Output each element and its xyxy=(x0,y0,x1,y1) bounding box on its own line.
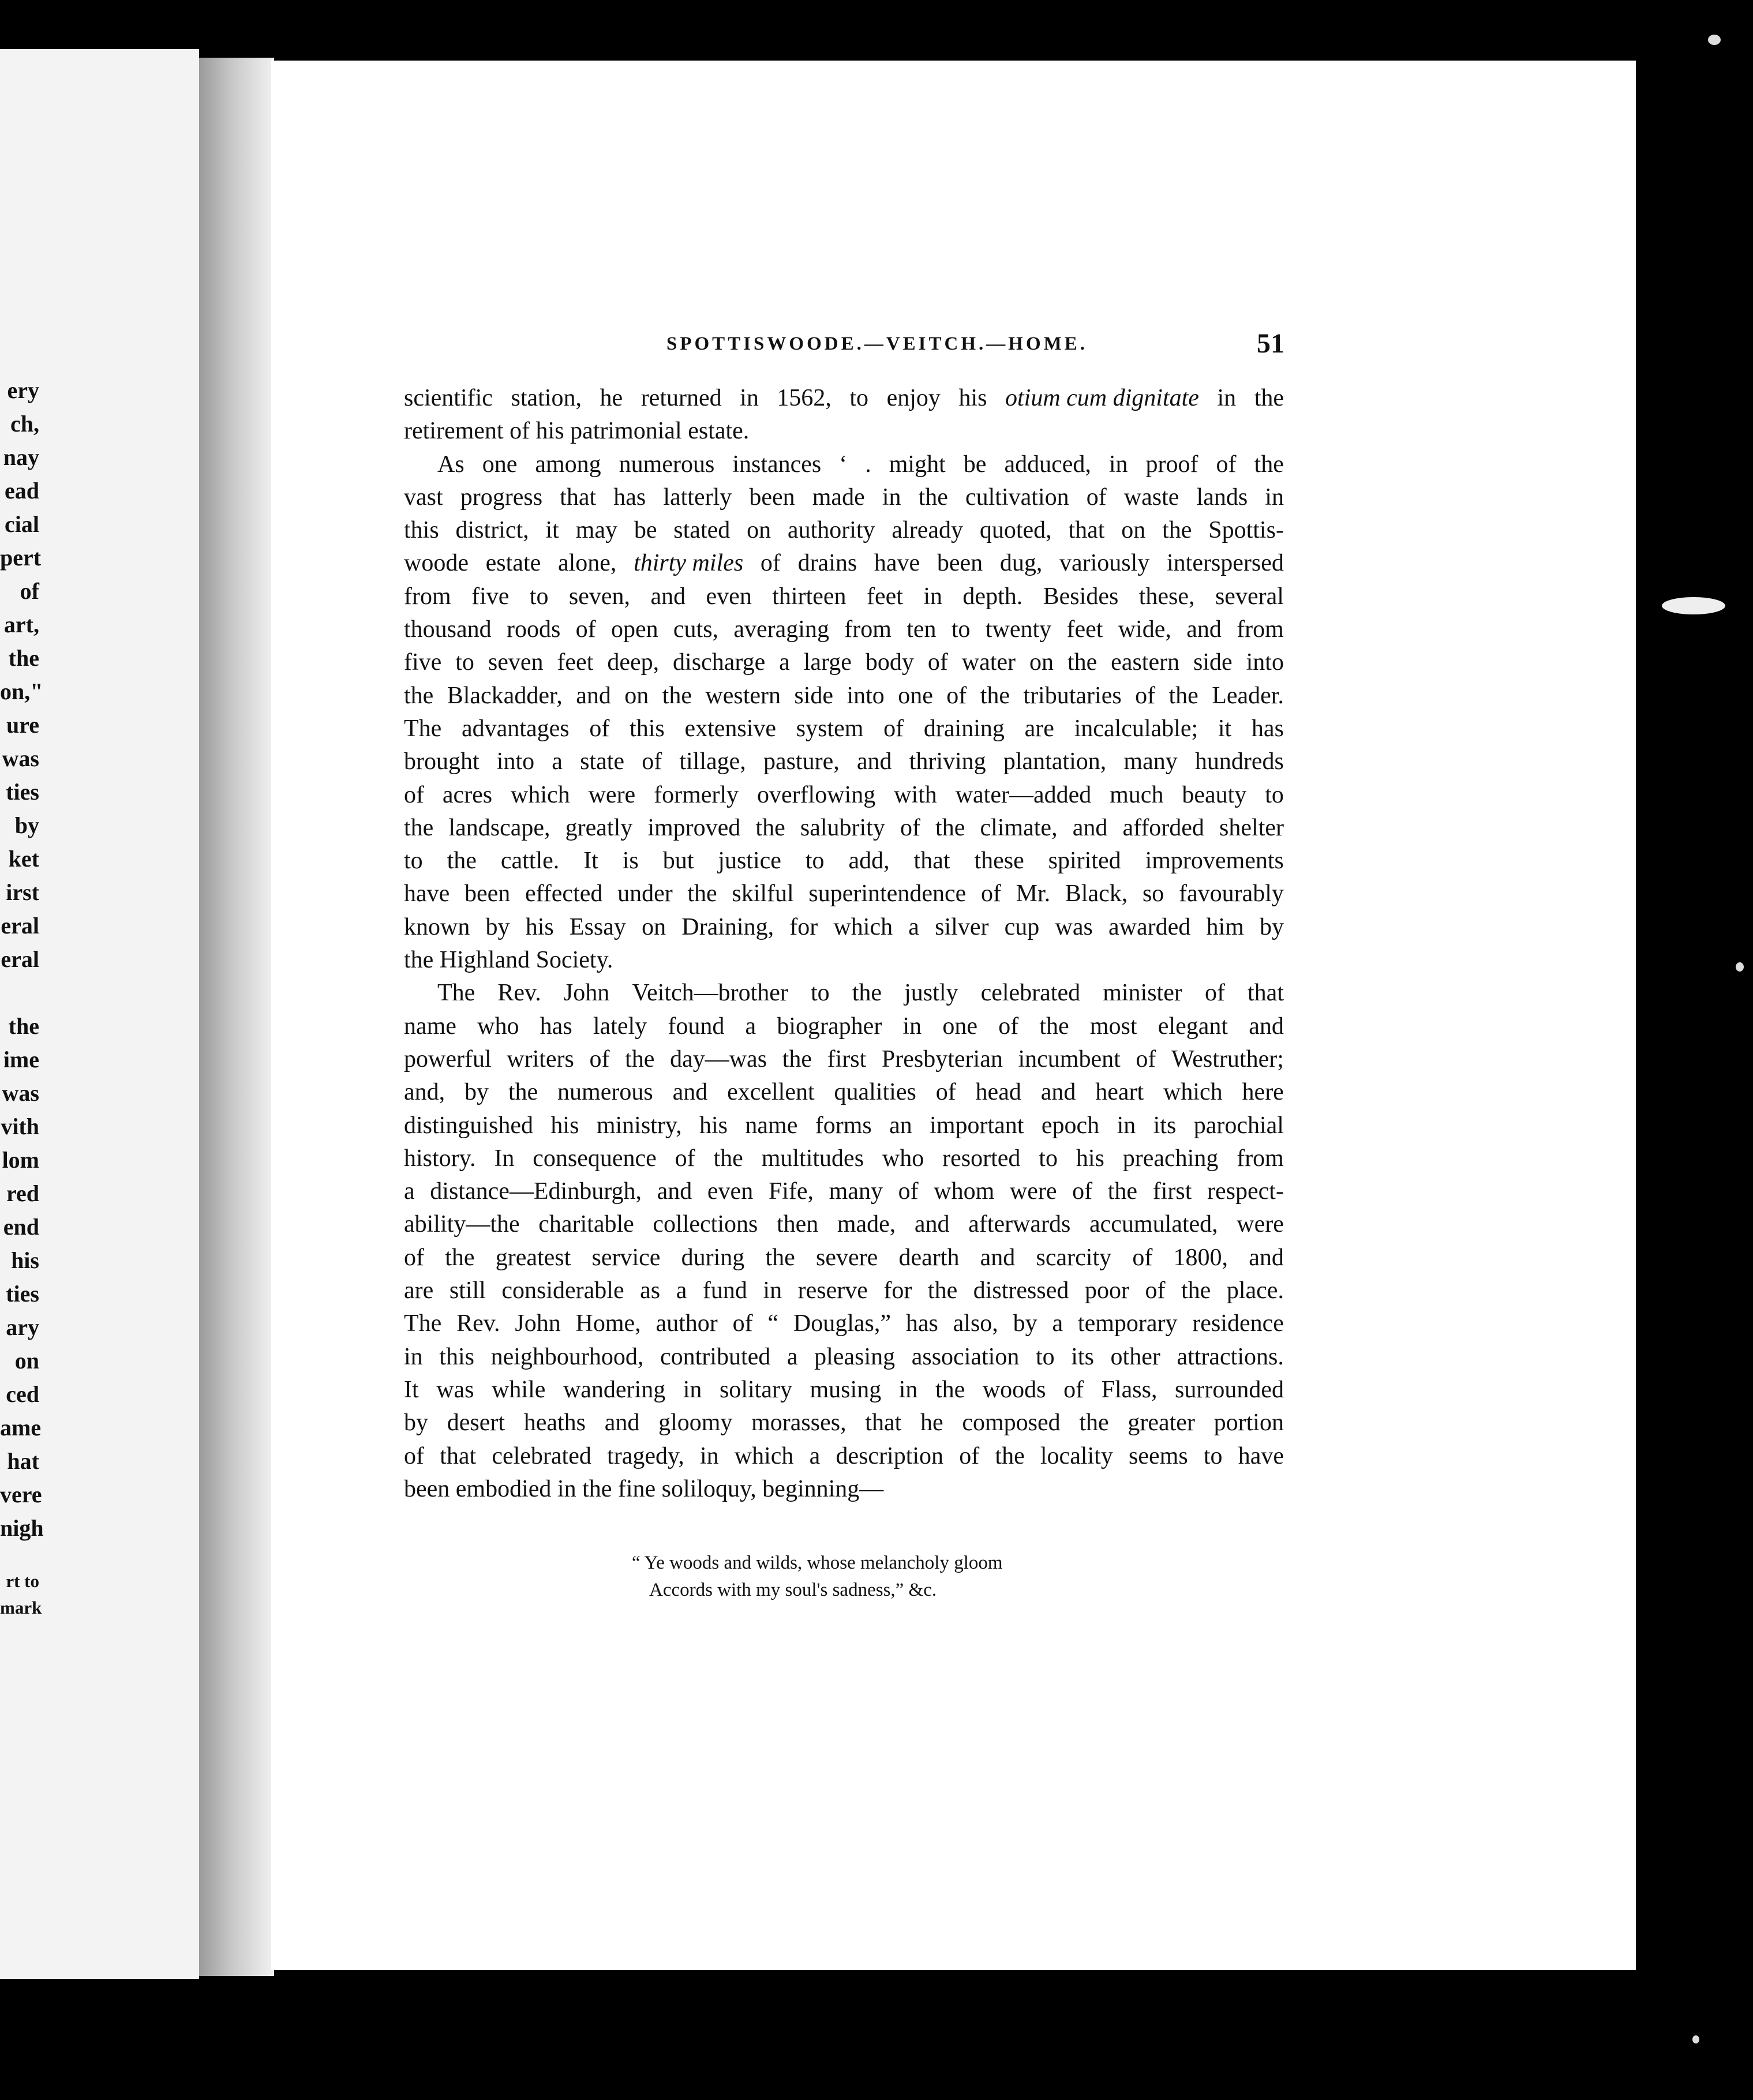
text-line: name who has lately found a biographer in one of the most elegant and xyxy=(404,1012,1284,1040)
text-line: The Rev. John Home, author of “ Douglas,” has also, by a temporary residence xyxy=(404,1310,1284,1337)
verse-line-1: “ Ye woods and wilds, whose melancholy gloom xyxy=(632,1552,1003,1573)
text-line: from five to seven, and even thirteen feet in depth. Besides these, several xyxy=(404,583,1284,610)
left-line-ending: ame xyxy=(0,1415,42,1441)
text-line: of the greatest service during the severe dearth and scarcity of 1800, and xyxy=(404,1244,1284,1271)
left-line-ending: cial xyxy=(5,511,39,537)
left-line-ending: nay xyxy=(3,444,39,470)
text-line: brought into a state of tillage, pasture, and thriving plantation, many hundreds xyxy=(404,748,1284,775)
text-line: the Highland Society. xyxy=(404,947,613,974)
left-line-ending: ead xyxy=(5,478,39,504)
text-line: thousand roods of open cuts, averaging from ten to twenty feet wide, and from xyxy=(404,616,1284,643)
text-line: the Blackadder, and on the western side into one of the tributaries of the Leader. xyxy=(404,682,1284,709)
left-line-ending: ch, xyxy=(10,411,39,437)
scan-speck xyxy=(1708,35,1721,45)
text-line: by desert heaths and gloomy morasses, that he composed the greater portion xyxy=(404,1409,1284,1437)
left-line-ending: lom xyxy=(2,1147,39,1173)
text-line: vast progress that has latterly been made in the cultivation of waste lands in xyxy=(404,483,1284,511)
text-line: As one among numerous instances ‘ . might be adduced, in proof of the xyxy=(437,451,1284,478)
text-line: this district, it may be stated on authority already quoted, that on the Spottis- xyxy=(404,517,1284,544)
left-line-ending: eral xyxy=(1,913,39,939)
text-line: been embodied in the fine soliloquy, beginning— xyxy=(404,1475,884,1502)
left-line-ending: the xyxy=(8,645,39,671)
text-line: powerful writers of the day—was the first Presbyterian incumbent of Westruther; xyxy=(404,1045,1284,1072)
left-line-ending: ties xyxy=(6,1281,39,1307)
text-line: are still considerable as a fund in reserve for the distressed poor of the place. xyxy=(404,1277,1284,1304)
verse-line-2: Accords with my soul's sadness,” &c. xyxy=(649,1580,937,1600)
left-line-ending: vith xyxy=(1,1113,39,1139)
left-line-ending: ery xyxy=(7,377,39,403)
left-line-ending: nigh xyxy=(0,1515,44,1541)
left-page-footnote-endings xyxy=(0,1568,42,1621)
text-line: have been effected under the skilful superintendence of Mr. Black, so favourably xyxy=(404,880,1284,907)
left-line-ending: the xyxy=(8,1013,39,1039)
text-line: ability—the charitable collections then made, and afterwards accumulated, were xyxy=(404,1211,1284,1238)
page-gutter-shadow xyxy=(199,58,274,1976)
text-line: a distance—Edinburgh, and even Fife, many of whom were of the first respect- xyxy=(404,1178,1284,1205)
text-line: distinguished his ministry, his name forms an important epoch in its parochial xyxy=(404,1112,1284,1139)
left-line-ending: of xyxy=(20,578,39,604)
text-line: five to seven feet deep, discharge a large body of water on the eastern side into xyxy=(404,649,1284,676)
left-line-ending: on xyxy=(14,1348,39,1374)
text-line: The advantages of this extensive system of draining are incalculable; it has xyxy=(404,715,1284,742)
left-line-ending: red xyxy=(6,1180,39,1206)
body-text xyxy=(404,382,1284,1506)
left-line-ending: his xyxy=(11,1247,39,1273)
left-line-ending: ties xyxy=(6,779,39,805)
text-line: to the cattle. It is but justice to add, that these spirited improvements xyxy=(404,847,1284,875)
left-line-ending: by xyxy=(14,812,39,838)
text-line: in this neighbourhood, contributed a pleasing association to its other attractions. xyxy=(404,1343,1284,1370)
left-line-ending: ure xyxy=(6,712,39,738)
left-line-ending: on," xyxy=(0,678,43,704)
running-head: SPOTTISWOODE.—VEITCH.—HOME. xyxy=(666,333,1088,354)
left-line-ending: irst xyxy=(6,879,39,905)
left-line-ending: ced xyxy=(6,1381,39,1407)
left-line-ending: vere xyxy=(0,1482,42,1507)
left-page-line-endings xyxy=(0,374,44,1545)
left-line-ending: hat xyxy=(7,1448,39,1474)
text-line: known by his Essay on Draining, for which a silver cup was awarded him by xyxy=(404,913,1284,940)
left-line-ending: was xyxy=(2,1080,39,1106)
left-footnote-ending: rt to xyxy=(6,1571,39,1591)
left-line-ending: eral xyxy=(1,946,39,972)
verse-quotation xyxy=(632,1550,1003,1604)
left-footnote-ending: mark xyxy=(0,1597,42,1618)
scan-speck xyxy=(1662,597,1725,614)
text-line: of that celebrated tragedy, in which a description of the locality seems to have xyxy=(404,1442,1284,1469)
text-line: the landscape, greatly improved the salubrity of the climate, and afforded shelter xyxy=(404,814,1284,841)
left-line-ending: ket xyxy=(8,846,39,872)
page-number: 51 xyxy=(1257,328,1284,359)
text-line: woode estate alone, thirty miles of drains have been dug, variously interspersed xyxy=(404,550,1284,577)
text-line: retirement of his patrimonial estate. xyxy=(404,418,750,445)
text-line: history. In consequence of the multitudes who resorted to his preaching from xyxy=(404,1145,1284,1172)
text-line: and, by the numerous and excellent qualities of head and heart which here xyxy=(404,1079,1284,1106)
left-line-ending: pert xyxy=(0,545,42,571)
scan-speck xyxy=(1736,962,1744,972)
left-line-ending: was xyxy=(2,745,39,771)
text-line: The Rev. John Veitch—brother to the justly celebrated minister of that xyxy=(437,980,1284,1007)
text-line: of acres which were formerly overflowing with water—added much beauty to xyxy=(404,781,1284,808)
left-line-ending: ime xyxy=(3,1047,39,1072)
text-line: scientific station, he returned in 1562, to enjoy his otium cum dignitate in the xyxy=(404,385,1284,411)
text-line: It was while wandering in solitary musing in the woods of Flass, surrounded xyxy=(404,1376,1284,1403)
left-line-ending: art, xyxy=(3,612,39,638)
left-line-ending: ary xyxy=(6,1314,39,1340)
scan-speck xyxy=(1692,2035,1699,2043)
left-line-ending: end xyxy=(3,1214,39,1240)
